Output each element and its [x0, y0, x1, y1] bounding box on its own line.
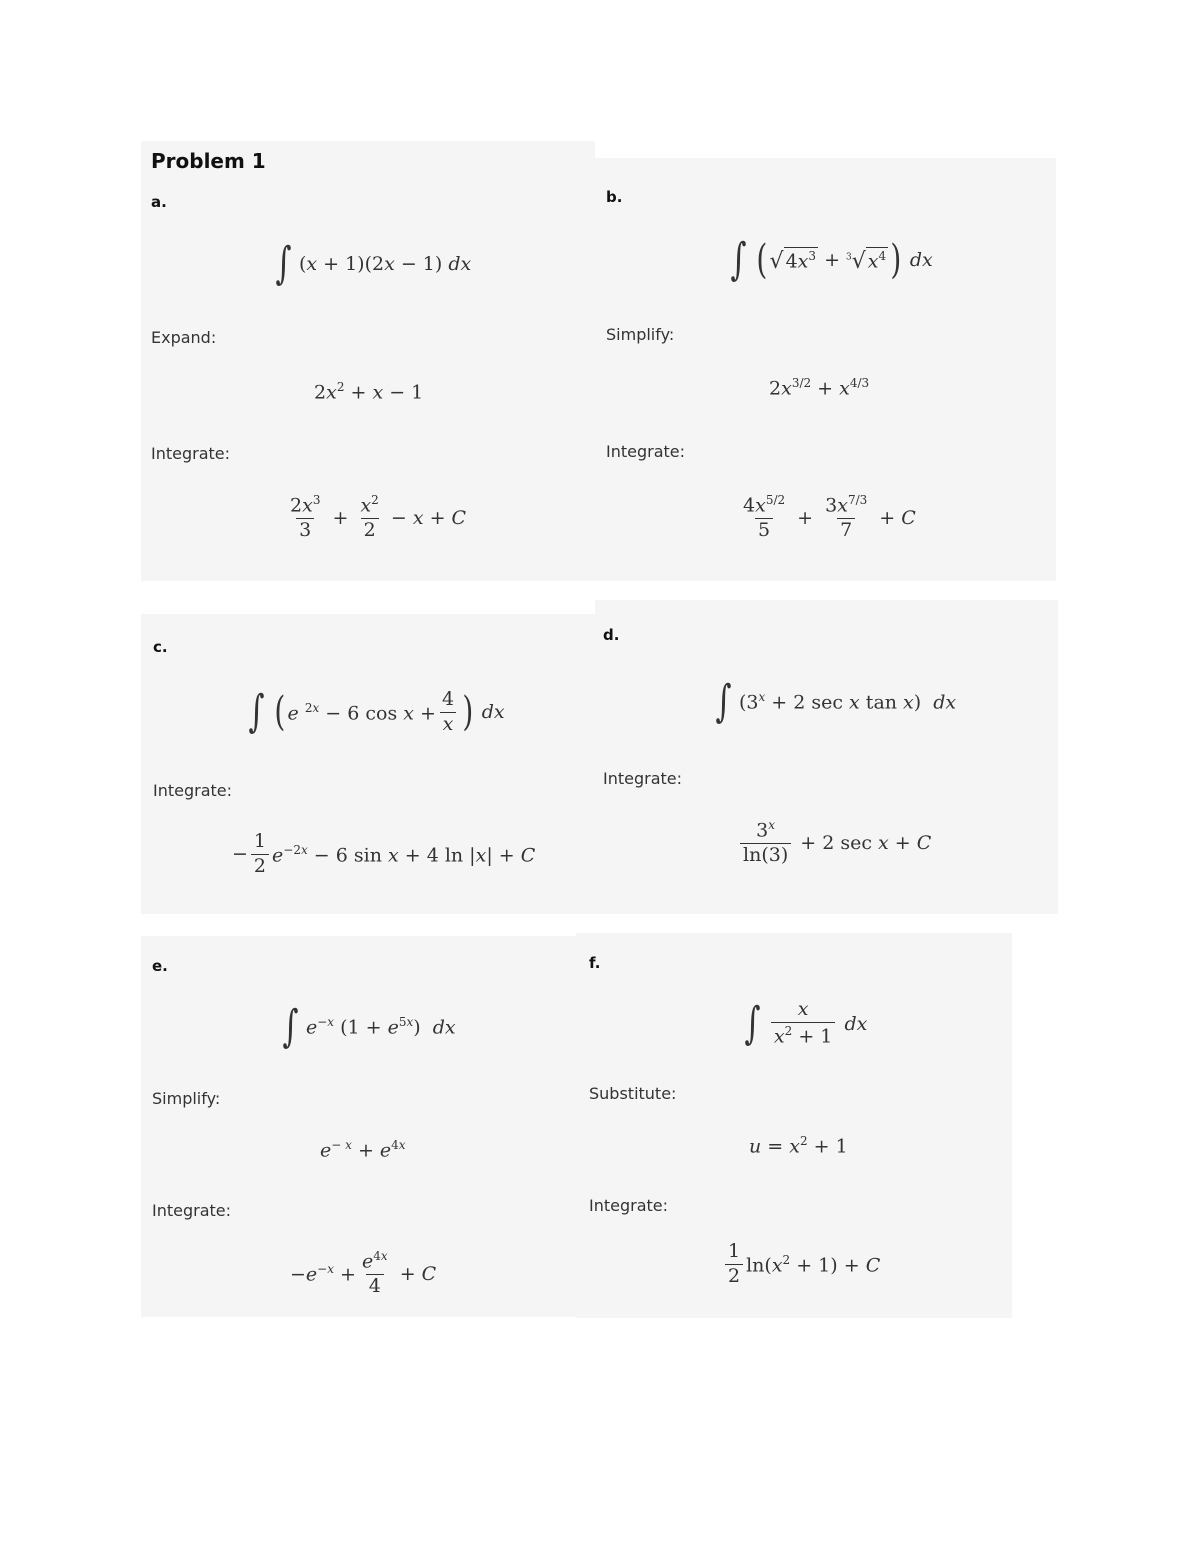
- part-a-step1: Expand:: [151, 328, 217, 347]
- part-f-step1: Substitute:: [589, 1084, 677, 1103]
- part-d-integral: ∫ ($3^x + 2$ sec x tan x) dx: [715, 676, 957, 727]
- part-b-step2: Integrate:: [606, 442, 686, 461]
- part-d-step1: Integrate:: [603, 769, 683, 788]
- part-b-result: $\frac{4x^{5/2}}{5}$ + $\frac{3x^{7/3}}{7}$ + C: [743, 493, 916, 542]
- part-a-expanded: $2x^2 + x - 1$: [314, 380, 424, 404]
- part-f-label: f.: [589, 954, 601, 972]
- part-c-result: − $\frac{1}{2}$ $e^{-2x} - 6$ sin x + 4 ln |x| + C: [232, 830, 536, 877]
- part-e-step2: Integrate:: [152, 1201, 232, 1220]
- part-e-simplified: $e^{- x} + e^{4x}$: [320, 1138, 406, 1162]
- part-b-simplified: $2x^{3/2} + x^{4/3}$: [769, 376, 870, 400]
- problem-title: Problem 1: [151, 149, 266, 173]
- part-c-step1: Integrate:: [153, 781, 233, 800]
- part-c-integral: ∫ ( e $^{2x}$ − 6 cos x + $\frac{4}{x}$ ) dx: [248, 686, 505, 738]
- part-a-result: $\frac{2x^3}{3}$ + $\frac{x^2}{2}$ − x + C: [290, 493, 467, 542]
- part-e-label: e.: [152, 957, 168, 975]
- part-a-label: a.: [151, 193, 167, 211]
- panel-d: [595, 600, 1058, 914]
- part-e-integral: ∫ $e^{-x}$ $(1 + e^{5x})$ dx: [282, 1001, 456, 1052]
- part-f-substitution: $u = x^2 + 1$: [749, 1134, 848, 1158]
- part-b-label: b.: [606, 188, 623, 206]
- part-d-label: d.: [603, 626, 620, 644]
- part-b-integral: ∫ ( √ $4x^3$ + $^3$√ $x^4$ ) dx: [730, 234, 933, 285]
- part-a-step2: Integrate:: [151, 444, 231, 463]
- part-f-result: $\frac{1}{2}$ $\ln(x^2 + 1) + C$: [722, 1242, 880, 1287]
- part-f-step2: Integrate:: [589, 1196, 669, 1215]
- part-f-integral: ∫ $\frac{x}{x^2 + 1}$ dx: [744, 997, 868, 1049]
- part-d-result: $\frac{3^x}{\ln(3)}$ + 2 sec x + C: [737, 819, 931, 866]
- part-a-integral: ∫ (x + 1)(2x − 1) dx: [275, 238, 472, 289]
- part-e-step1: Simplify:: [152, 1089, 221, 1108]
- part-c-label: c.: [153, 638, 168, 656]
- part-e-result: $-e^{-x}$ + $\frac{e^{4x}}{4}$ + C: [290, 1249, 437, 1298]
- part-b-step1: Simplify:: [606, 325, 675, 344]
